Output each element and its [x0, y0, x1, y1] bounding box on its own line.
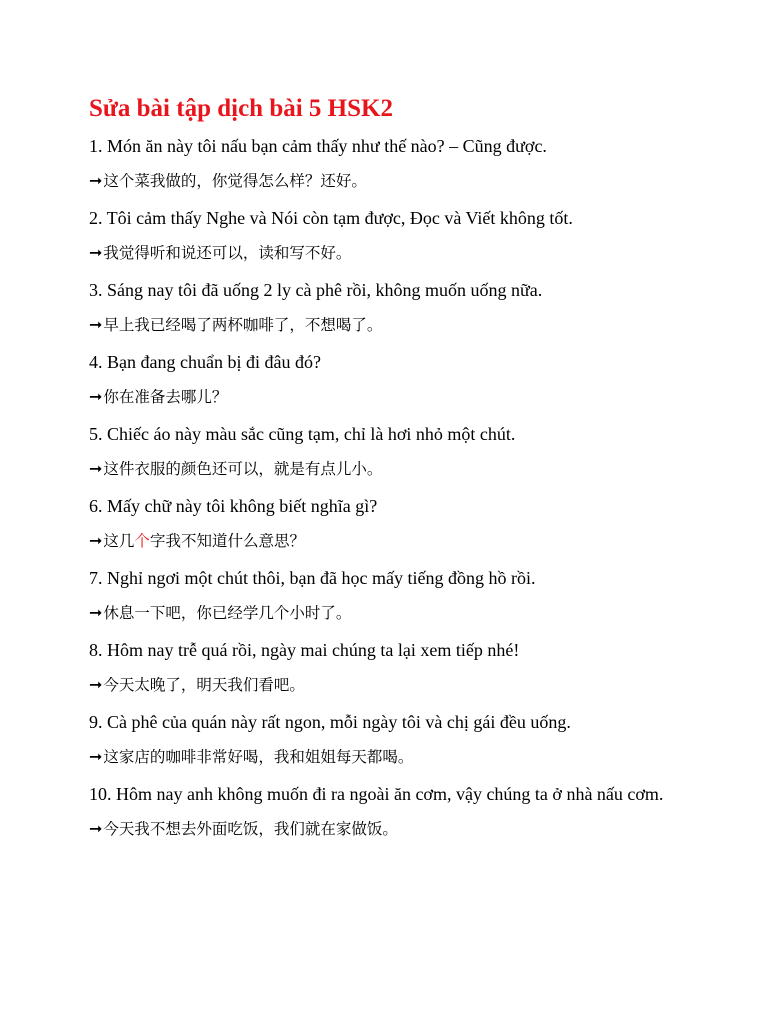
chinese-translation: [89, 673, 689, 697]
chinese-translation: [89, 817, 689, 841]
document-page: [89, 92, 689, 854]
translation-text: 我觉得听和说还可以，读和写不好。: [103, 244, 352, 262]
vietnamese-sentence: 6. Mấy chữ này tôi không biết nghĩa gì?: [89, 496, 378, 516]
vietnamese-sentence: 10. Hôm nay anh không muốn đi ra ngoài ăn cơm, vậy chúng ta ở nhà nấu cơm.: [89, 784, 664, 804]
chinese-translation: [89, 601, 689, 625]
translation-text: 今天太晚了，明天我们看吧。: [103, 676, 305, 694]
exercise-list: [89, 134, 689, 841]
page-title: Sửa bài tập dịch bài 5 HSK2: [89, 95, 393, 122]
vietnamese-sentence: 3. Sáng nay tôi đã uống 2 ly cà phê rồi, không muốn uống nữa.: [89, 280, 543, 300]
vietnamese-sentence: 1. Món ăn này tôi nấu bạn cảm thấy như thế nào? – Cũng được.: [89, 136, 547, 156]
chinese-translation: [89, 241, 689, 265]
exercise-item: [89, 710, 689, 769]
translation-text: 字我不知道什么意思？: [149, 532, 305, 550]
arrow-right-icon: ➞: [89, 243, 103, 262]
exercise-item: [89, 134, 689, 193]
arrow-right-icon: ➞: [89, 603, 103, 622]
translation-text: 你在准备去哪儿？: [103, 388, 228, 406]
arrow-right-icon: ➞: [89, 675, 103, 694]
chinese-translation: [89, 529, 689, 553]
chinese-translation: [89, 313, 689, 337]
arrow-right-icon: ➞: [89, 747, 103, 766]
translation-text: 这几: [103, 532, 135, 550]
translation-text: 这个菜我做的，你觉得怎么样？还好。: [103, 172, 367, 190]
arrow-right-icon: ➞: [89, 171, 103, 190]
chinese-translation: [89, 745, 689, 769]
vietnamese-sentence: 8. Hôm nay trễ quá rồi, ngày mai chúng ta lại xem tiếp nhé!: [89, 640, 520, 660]
exercise-item: [89, 206, 689, 265]
arrow-right-icon: ➞: [89, 819, 103, 838]
vietnamese-sentence: 9. Cà phê của quán này rất ngon, mỗi ngày tôi và chị gái đều uống.: [89, 712, 571, 732]
arrow-right-icon: ➞: [89, 315, 103, 334]
vietnamese-sentence: 2. Tôi cảm thấy Nghe và Nói còn tạm được, Đọc và Viết không tốt.: [89, 208, 573, 228]
exercise-item: [89, 782, 689, 841]
exercise-item: [89, 638, 689, 697]
vietnamese-sentence: 7. Nghỉ ngơi một chút thôi, bạn đã học mấy tiếng đồng hồ rồi.: [89, 568, 536, 588]
chinese-translation: [89, 169, 689, 193]
vietnamese-sentence: 5. Chiếc áo này màu sắc cũng tạm, chỉ là hơi nhỏ một chút.: [89, 424, 516, 444]
exercise-item: [89, 422, 689, 481]
exercise-item: [89, 278, 689, 337]
translation-text: 今天我不想去外面吃饭，我们就在家做饭。: [103, 820, 398, 838]
arrow-right-icon: ➞: [89, 387, 103, 406]
arrow-right-icon: ➞: [89, 531, 103, 550]
translation-text: 这件衣服的颜色还可以，就是有点儿小。: [103, 460, 383, 478]
exercise-item: [89, 566, 689, 625]
arrow-right-icon: ➞: [89, 459, 103, 478]
translation-text: 休息一下吧，你已经学几个小时了。: [103, 604, 352, 622]
translation-text: 这家店的咖啡非常好喝，我和姐姐每天都喝。: [103, 748, 414, 766]
chinese-translation: [89, 385, 689, 409]
exercise-item: [89, 350, 689, 409]
exercise-item: [89, 494, 689, 553]
highlighted-character: 个: [134, 532, 150, 550]
translation-text: 早上我已经喝了两杯咖啡了，不想喝了。: [103, 316, 383, 334]
chinese-translation: [89, 457, 689, 481]
vietnamese-sentence: 4. Bạn đang chuẩn bị đi đâu đó?: [89, 352, 321, 372]
